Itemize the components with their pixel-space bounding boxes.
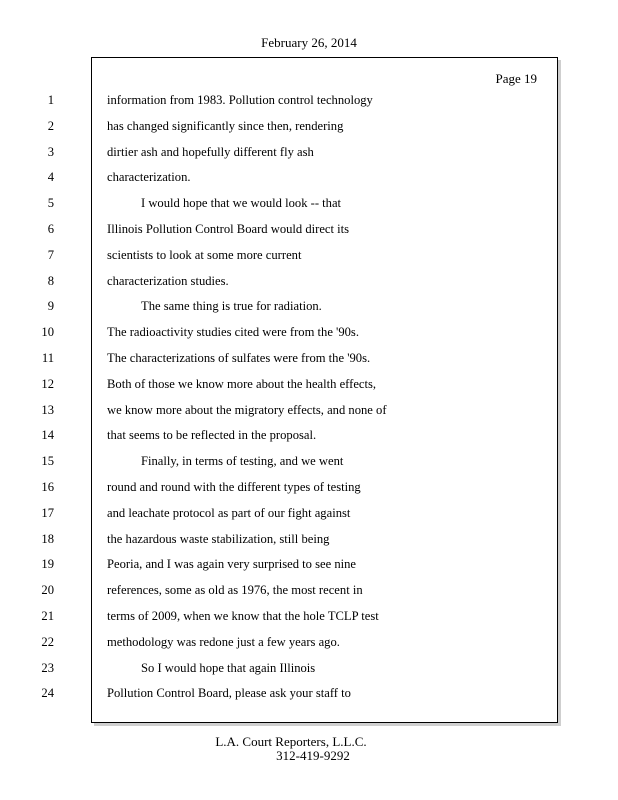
line-number: 8 [47,273,54,288]
line-number: 23 [41,660,54,675]
line-text: The radioactivity studies cited were from the '90s. [107,325,359,340]
line-number: 19 [41,557,54,572]
line-text: The characterizations of sulfates were from the '90s. [107,351,371,365]
line-number: 20 [41,583,54,598]
line-text: and leachate protocol as part of our fight against [107,505,351,520]
line-number: 15 [41,454,54,469]
line-text: Both of those we know more about the health effects, [107,376,377,391]
line-text: information from 1983. Pollution control technology [107,93,373,107]
line-number: 18 [41,531,54,546]
line-number: 9 [47,299,54,314]
line-number: 4 [47,170,54,185]
line-text: So I would hope that again Illinois [141,660,316,675]
line-number: 2 [47,118,54,133]
line-number: 22 [41,634,54,649]
footer-phone: 312-419-9292 [276,748,350,763]
line-text: Finally, in terms of testing, and we went [141,454,344,469]
line-text: I would hope that we would look -- that [141,196,342,211]
line-text: terms of 2009, when we know that the hole TCLP test [107,609,379,623]
line-number: 24 [41,686,54,701]
line-text: Pollution Control Board, please ask your staff to [107,686,351,701]
line-text: characterization. [107,170,191,185]
line-number: 3 [47,144,54,159]
line-text: references, some as old as 1976, the most recent in [107,583,363,598]
line-number: 17 [41,505,54,520]
line-number: 13 [41,402,54,417]
line-number: 5 [47,196,54,211]
line-text: characterization studies. [107,273,229,288]
line-text: methodology was redone just a few years ago. [107,634,340,649]
line-number: 16 [41,480,54,494]
line-text: the hazardous waste stabilization, still being [107,531,330,546]
line-number: 1 [47,93,54,107]
line-number: 6 [47,222,54,236]
line-number: 12 [41,376,54,391]
line-text: we know more about the migratory effects, and none of [107,402,387,417]
line-text: Illinois Pollution Control Board would direct its [107,222,350,236]
line-text: that seems to be reflected in the proposal. [107,428,317,443]
transcript-page [41,57,558,723]
line-number: 10 [41,325,54,340]
header-date: February 26, 2014 [261,35,357,50]
line-number: 7 [47,247,54,262]
line-number: 11 [41,351,54,365]
line-text: scientists to look at some more current [107,247,302,262]
line-text: round and round with the different types of testing [107,480,361,494]
line-number: 14 [41,428,54,443]
line-text: Peoria, and I was again very surprised to see nine [107,557,356,572]
page-number: Page 19 [495,71,537,86]
line-text: dirtier ash and hopefully different fly ash [107,144,314,159]
footer-company: L.A. Court Reporters, L.L.C. [215,734,367,749]
line-text: has changed significantly since then, rendering [107,118,344,133]
line-number: 21 [41,609,54,623]
line-text: The same thing is true for radiation. [141,299,322,314]
